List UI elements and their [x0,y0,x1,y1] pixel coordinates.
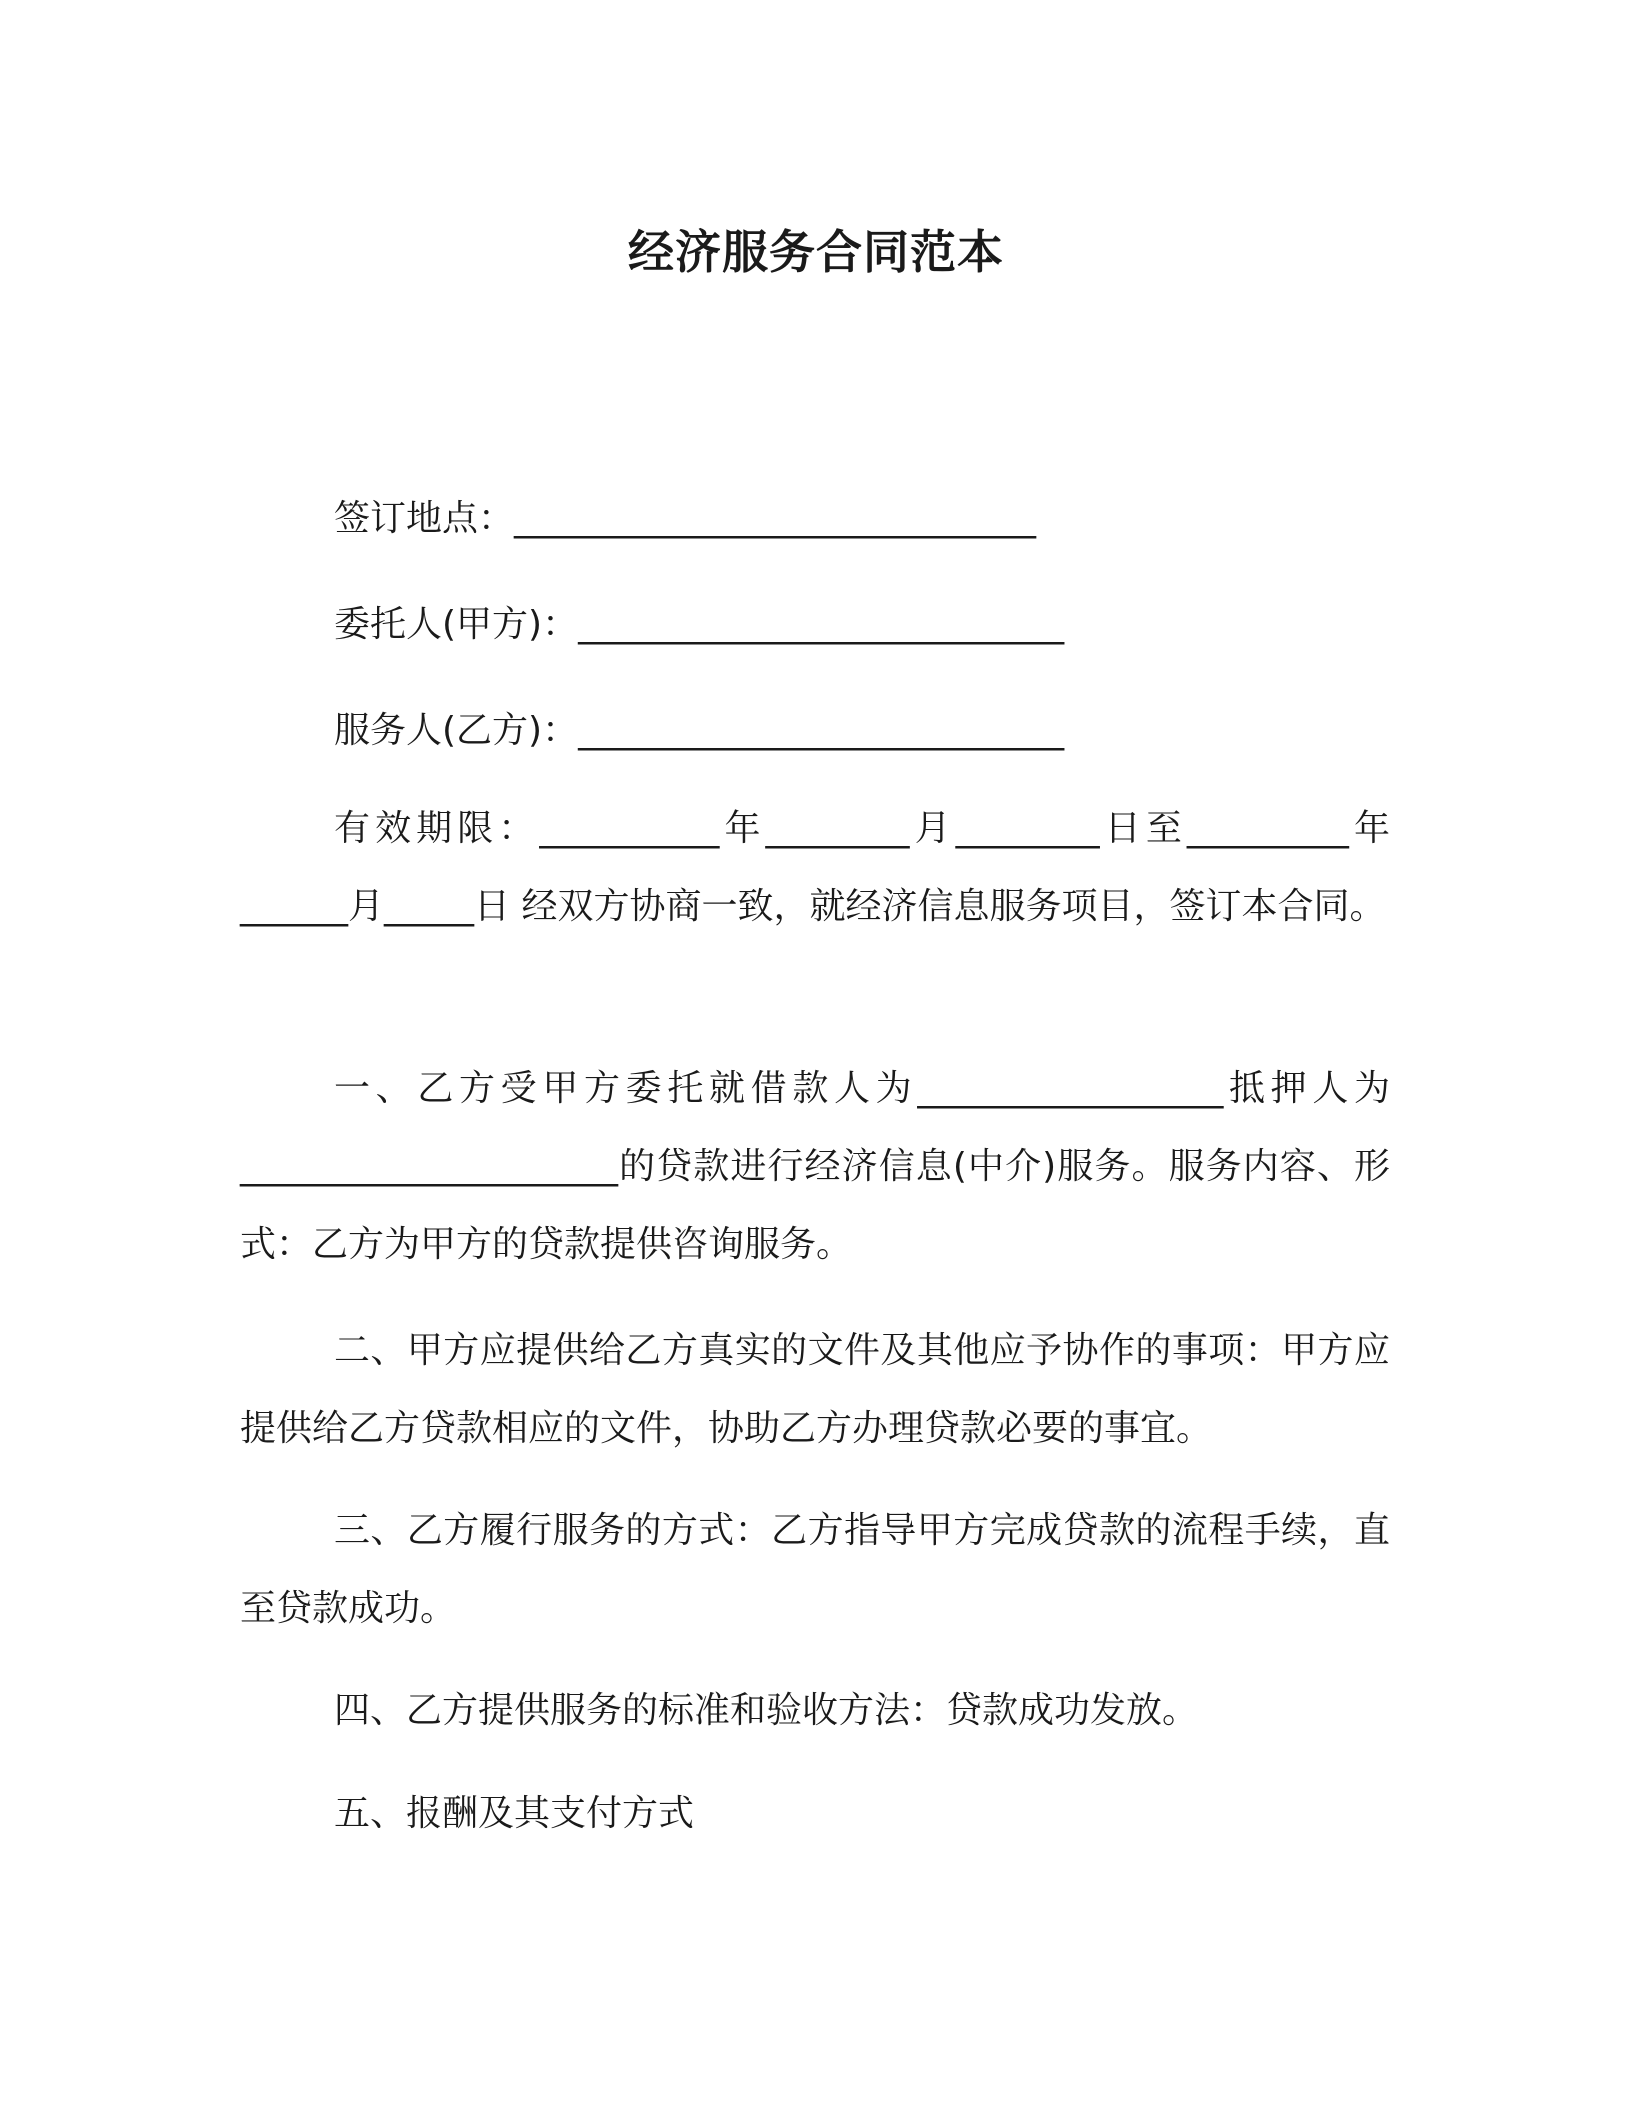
clause-2: 二、甲方应提供给乙方真实的文件及其他应予协作的事项：甲方应提供给乙方贷款相应的文件，协助乙方办理贷款必要的事宜。 [240,1330,1390,1449]
validity-paragraph: 有效期限：__________年________月________日至_________年______月_____日 经双方协商一致，就经济信息服务项目，签订本合同。 [240,808,1390,927]
clause-5-heading: 五、报酬及其支付方式 [334,1793,695,1834]
party-a-field: 委托人(甲方)：___________________________ [334,604,1065,645]
clause-1: 一、乙方受甲方委托就借款人为_________________抵押人为_____________________的贷款进行经济信息(中介)服务。服务内容、形式：乙方为甲方的贷款提供咨询服务。 [240,1068,1390,1265]
signing-place-field: 签订地点：_____________________________ [334,498,1037,539]
party-b-field: 服务人(乙方)：___________________________ [334,710,1065,751]
clause-4: 四、乙方提供服务的标准和验收方法：贷款成功发放。 [334,1690,1199,1731]
clause-3: 三、乙方履行服务的方式：乙方指导甲方完成贷款的流程手续，直至贷款成功。 [240,1510,1390,1629]
document-title: 经济服务合同范本 [628,225,1004,279]
